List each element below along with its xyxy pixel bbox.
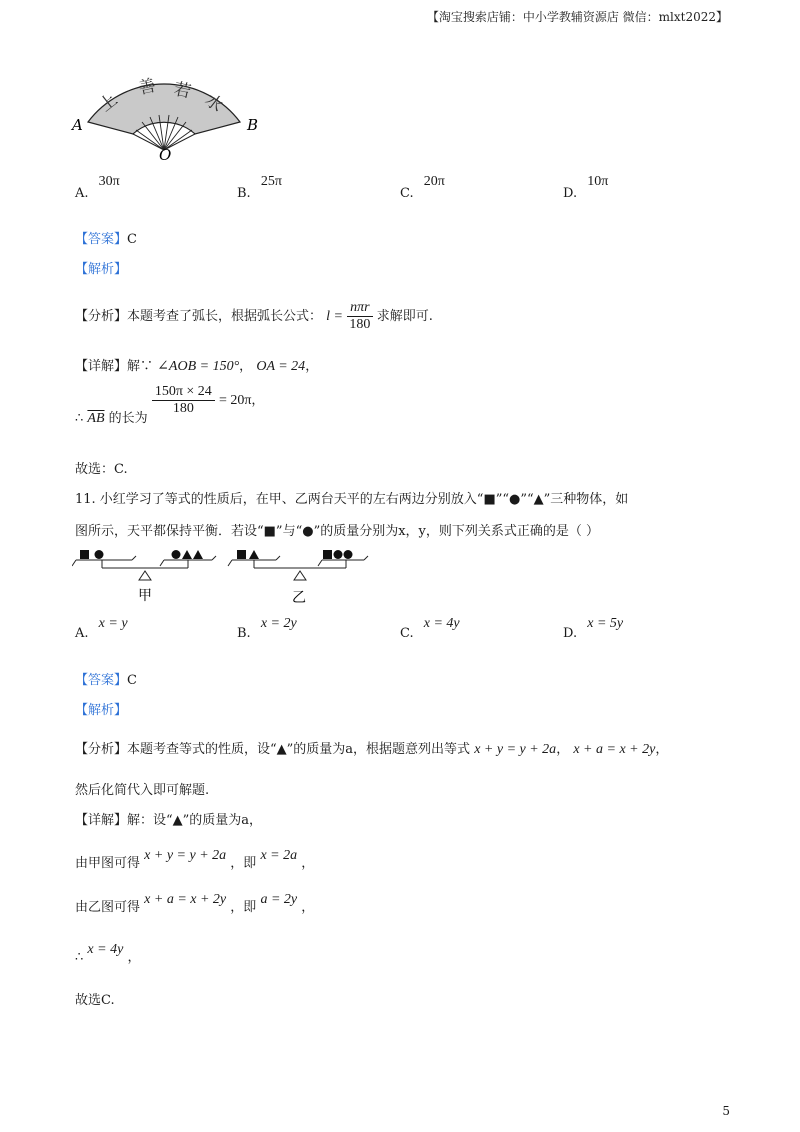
q10-answer: 【答案】C <box>75 232 137 247</box>
q11-answer: 【答案】C <box>75 673 137 688</box>
q10-choose: 故选：C. <box>75 462 128 477</box>
jia-right-triangle-1 <box>182 550 192 559</box>
arc-ab: $\overline{AB}$ <box>87 411 105 426</box>
q11-detail: 【详解】解：设“▲”的质量为a， <box>75 813 263 828</box>
page-header: 【淘宝搜索店铺：中小学教辅资源店 微信：mlxt2022】 <box>426 10 728 24</box>
q11-line-jia: 由甲图可得 x + y = y + 2a ，即 x = 2a ， <box>75 848 315 871</box>
balance-label-yi: 乙 <box>292 590 306 606</box>
q11-stem-line1: 11. 小红学习了等式的性质后，在甲、乙两台天平的左右两边分别放入“■”“●”“▲”三种物体，如 <box>75 492 629 507</box>
q11-option-b: B. x = 2y <box>237 616 297 641</box>
jia-left-circle <box>95 550 104 559</box>
arc-formula-fraction: $\frac{\text{nπr}}{180}$ <box>347 300 372 333</box>
q11-conclusion: ∴ x = 4y ， <box>75 942 141 965</box>
q10-option-d: D. 10π <box>563 174 609 201</box>
label-a: A <box>72 116 83 134</box>
calc-fraction: $\frac{150\pi \times 24}{180}$ <box>152 384 215 417</box>
fan-char-1: 上 <box>95 89 122 116</box>
yi-right-circle-2 <box>344 550 353 559</box>
q11-line-yi: 由乙图可得 x + a = x + 2y ，即 a = 2y ， <box>75 892 315 915</box>
fan-char-3: 若 <box>171 79 193 103</box>
label-b: B <box>247 116 259 134</box>
fan-char-4: 水 <box>200 90 227 117</box>
yi-right-square <box>323 550 332 559</box>
q10-option-b: B. 25π <box>237 174 282 201</box>
yi-left-triangle <box>249 550 259 559</box>
label-o: O <box>159 146 172 164</box>
balance-label-jia: 甲 <box>138 588 152 604</box>
q11-option-d: D. x = 5y <box>563 616 624 641</box>
jia-right-triangle-2 <box>193 550 203 559</box>
page-number: 5 <box>722 1104 730 1118</box>
q10-fenxi: 【分析】本题考查了弧长，根据弧长公式： l = $\frac{\text{nπr}}{180}$ 求解即可. <box>75 300 433 332</box>
balance-jia <box>72 556 216 580</box>
q10-analysis-tag: 【解析】 <box>75 262 128 277</box>
q10-calc: ∴ $\overline{AB}$ 的长为 $\frac{150\pi \times 24}{180}$ = 20π， <box>75 384 265 426</box>
q10-option-c: C. 20π <box>400 174 445 201</box>
yi-right-circle-1 <box>334 550 343 559</box>
q11-fenxi-line2: 然后化简代入即可解题. <box>75 783 210 798</box>
q11-option-a: A. x = y <box>75 616 128 641</box>
q11-choose: 故选C. <box>75 993 115 1008</box>
jia-right-circle <box>172 550 181 559</box>
jia-left-square <box>80 550 89 559</box>
q11-option-c: C. x = 4y <box>400 616 460 641</box>
q10-option-a: A. 30π <box>75 174 120 201</box>
balance-yi <box>228 556 368 580</box>
q11-analysis-tag: 【解析】 <box>75 703 128 718</box>
fan-char-2: 善 <box>136 75 158 99</box>
q10-detail: 【详解】解∵ ∠AOB = 150°， OA = 24， <box>75 359 319 374</box>
q11-fenxi: 【分析】本题考查等式的性质，设“▲”的质量为a，根据题意列出等式 x + y = y + 2a， x + a = x + 2y， <box>75 742 669 757</box>
q11-stem-line2: 图所示，天平都保持平衡．若设“■”与“●”的质量分别为x，y，则下列关系式正确的是（ ） <box>75 524 600 539</box>
balance-figures <box>72 544 392 606</box>
yi-left-square <box>237 550 246 559</box>
fan-figure <box>70 64 270 164</box>
